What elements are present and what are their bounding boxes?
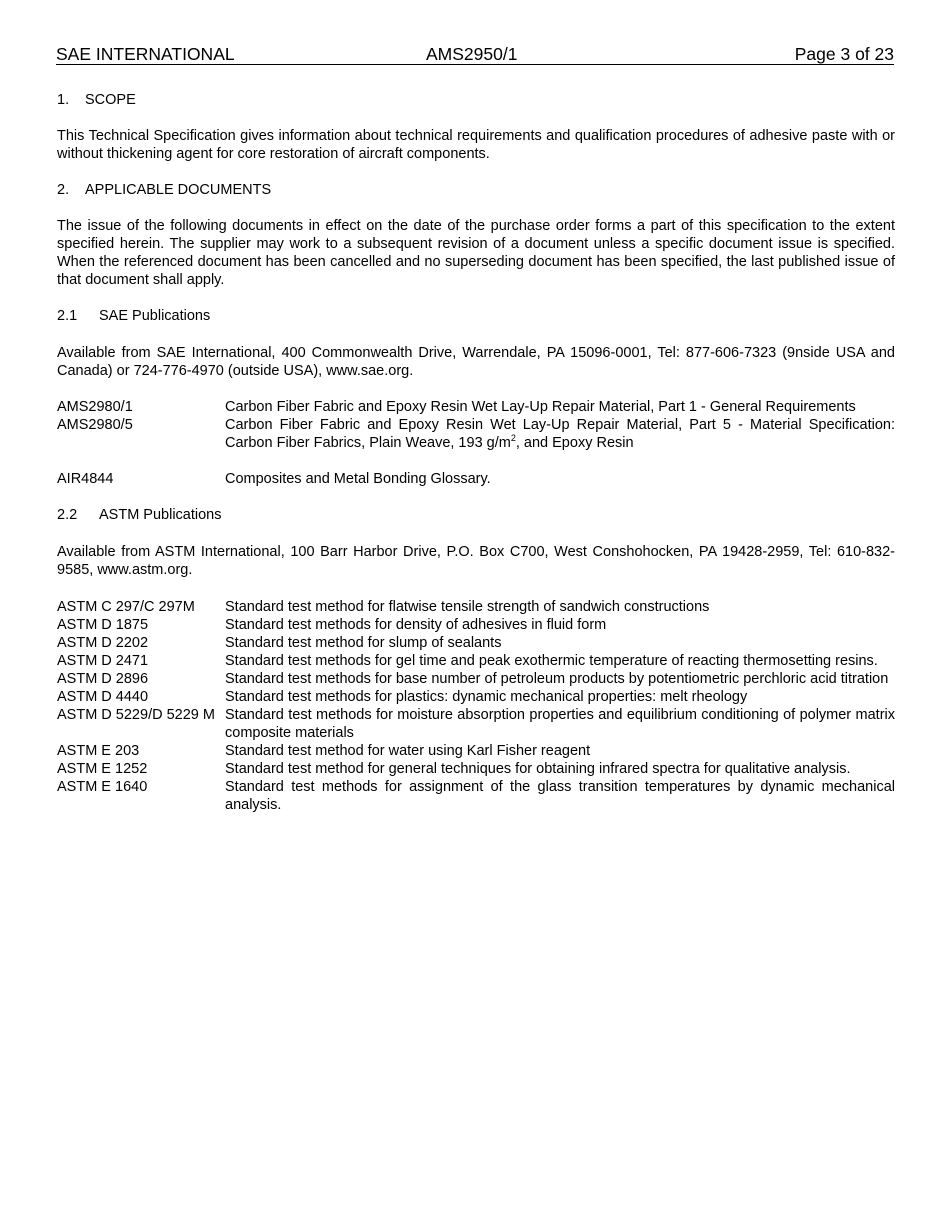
section-number: 2. [57, 182, 70, 198]
astm-reference-list [57, 598, 895, 814]
reference-title: Standard test methods for moisture absorption properties and equilibrium conditioning of polymer matrix composite materials [225, 707, 895, 741]
reference-code: ASTM D 4440 [57, 689, 149, 705]
page-header [56, 44, 894, 65]
section-title: SCOPE [85, 92, 136, 108]
reference-title: Standard test method for water using Karl Fisher reagent [225, 743, 591, 759]
section-heading-astm-publications [57, 506, 895, 524]
header-document-number: AMS2950/1 [426, 44, 518, 64]
section-title: APPLICABLE DOCUMENTS [85, 182, 272, 198]
reference-title: Carbon Fiber Fabric and Epoxy Resin Wet Lay-Up Repair Material, Part 1 - General Requirements [225, 399, 856, 415]
scope-paragraph: This Technical Specification gives information about technical requirements and qualification procedures of adhesive paste with or without thickening agent for core restoration of aircraft components. [57, 128, 895, 162]
reference-title: Standard test methods for assignment of the glass transition temperatures by dynamic mechanical analysis. [225, 779, 895, 813]
document-body [57, 91, 895, 814]
section-title: SAE Publications [99, 308, 211, 324]
header-page-number: Page 3 of 23 [794, 44, 894, 64]
reference-entry [57, 398, 895, 416]
reference-entry [57, 670, 895, 688]
reference-code: ASTM C 297/C 297M [57, 599, 195, 615]
astm-availability-paragraph: Available from ASTM International, 100 Barr Harbor Drive, P.O. Box C700, West Conshohocken, PA 19428-2959, Tel: 610-832-9585, www.astm.org. [57, 544, 895, 578]
reference-code: ASTM D 2896 [57, 671, 149, 687]
reference-title: Standard test method for slump of sealants [225, 635, 502, 651]
sae-availability-paragraph: Available from SAE International, 400 Commonwealth Drive, Warrendale, PA 15096-0001, Tel: 877-606-7323 (9nside USA and Canada) or 724-776-4970 (outside USA), www.sae.org. [57, 345, 895, 379]
reference-entry [57, 634, 895, 652]
reference-title: Standard test methods for base number of petroleum products by potentiometric perchloric acid titration [225, 671, 889, 687]
reference-entry [57, 652, 895, 670]
reference-title: Carbon Fiber Fabric and Epoxy Resin Wet Lay-Up Repair Material, Part 5 - Material Specification: Carbon Fiber Fabrics, Plain Weave, 193 $g/m^2$, and Epoxy Resin [225, 417, 895, 451]
reference-title: Standard test methods for density of adhesives in fluid form [225, 617, 607, 633]
reference-code: ASTM E 1252 [57, 761, 148, 777]
reference-title: Standard test method for general techniques for obtaining infrared spectra for qualitative analysis. [225, 761, 851, 777]
reference-entry [57, 616, 895, 634]
reference-title: Standard test methods for plastics: dynamic mechanical properties: melt rheology [225, 689, 748, 705]
reference-code: AMS2980/5 [57, 417, 133, 433]
section-heading-applicable-documents [57, 181, 895, 199]
section-heading-scope [57, 91, 895, 109]
section-number: 2.1 [57, 308, 78, 324]
section-number: 2.2 [57, 507, 78, 523]
reference-code: ASTM D 5229/D 5229 M [57, 707, 215, 723]
reference-title: Standard test methods for gel time and peak exothermic temperature of reacting thermosetting resins. [225, 653, 878, 669]
reference-code: ASTM D 1875 [57, 617, 149, 633]
superscript: 2 [510, 433, 516, 443]
applicable-documents-paragraph: The issue of the following documents in effect on the date of the purchase order forms a part of this specification to the extent specified herein. The supplier may work to a subsequent revision of a document unless a specific document issue is specified. When the referenced document has been cancelled and no superseding document has been specified, the last published issue of that document shall apply. [57, 218, 895, 288]
reference-code: ASTM D 2202 [57, 635, 149, 651]
section-title: ASTM Publications [99, 507, 222, 523]
reference-title: Composites and Metal Bonding Glossary. [225, 471, 491, 487]
section-number: 1. [57, 92, 70, 108]
reference-entry [57, 416, 895, 452]
reference-entry [57, 688, 895, 706]
reference-entry [57, 760, 895, 778]
reference-code: ASTM E 1640 [57, 779, 148, 795]
reference-entry [57, 706, 895, 742]
reference-code: AMS2980/1 [57, 399, 133, 415]
reference-code: ASTM E 203 [57, 743, 140, 759]
reference-title: Standard test method for flatwise tensile strength of sandwich constructions [225, 599, 710, 615]
reference-code: ASTM D 2471 [57, 653, 149, 669]
reference-code: AIR4844 [57, 471, 114, 487]
reference-entry [57, 742, 895, 760]
reference-entry [57, 470, 895, 488]
reference-entry [57, 778, 895, 814]
header-organization: SAE INTERNATIONAL [56, 44, 235, 64]
reference-entry [57, 598, 895, 616]
section-heading-sae-publications [57, 307, 895, 325]
